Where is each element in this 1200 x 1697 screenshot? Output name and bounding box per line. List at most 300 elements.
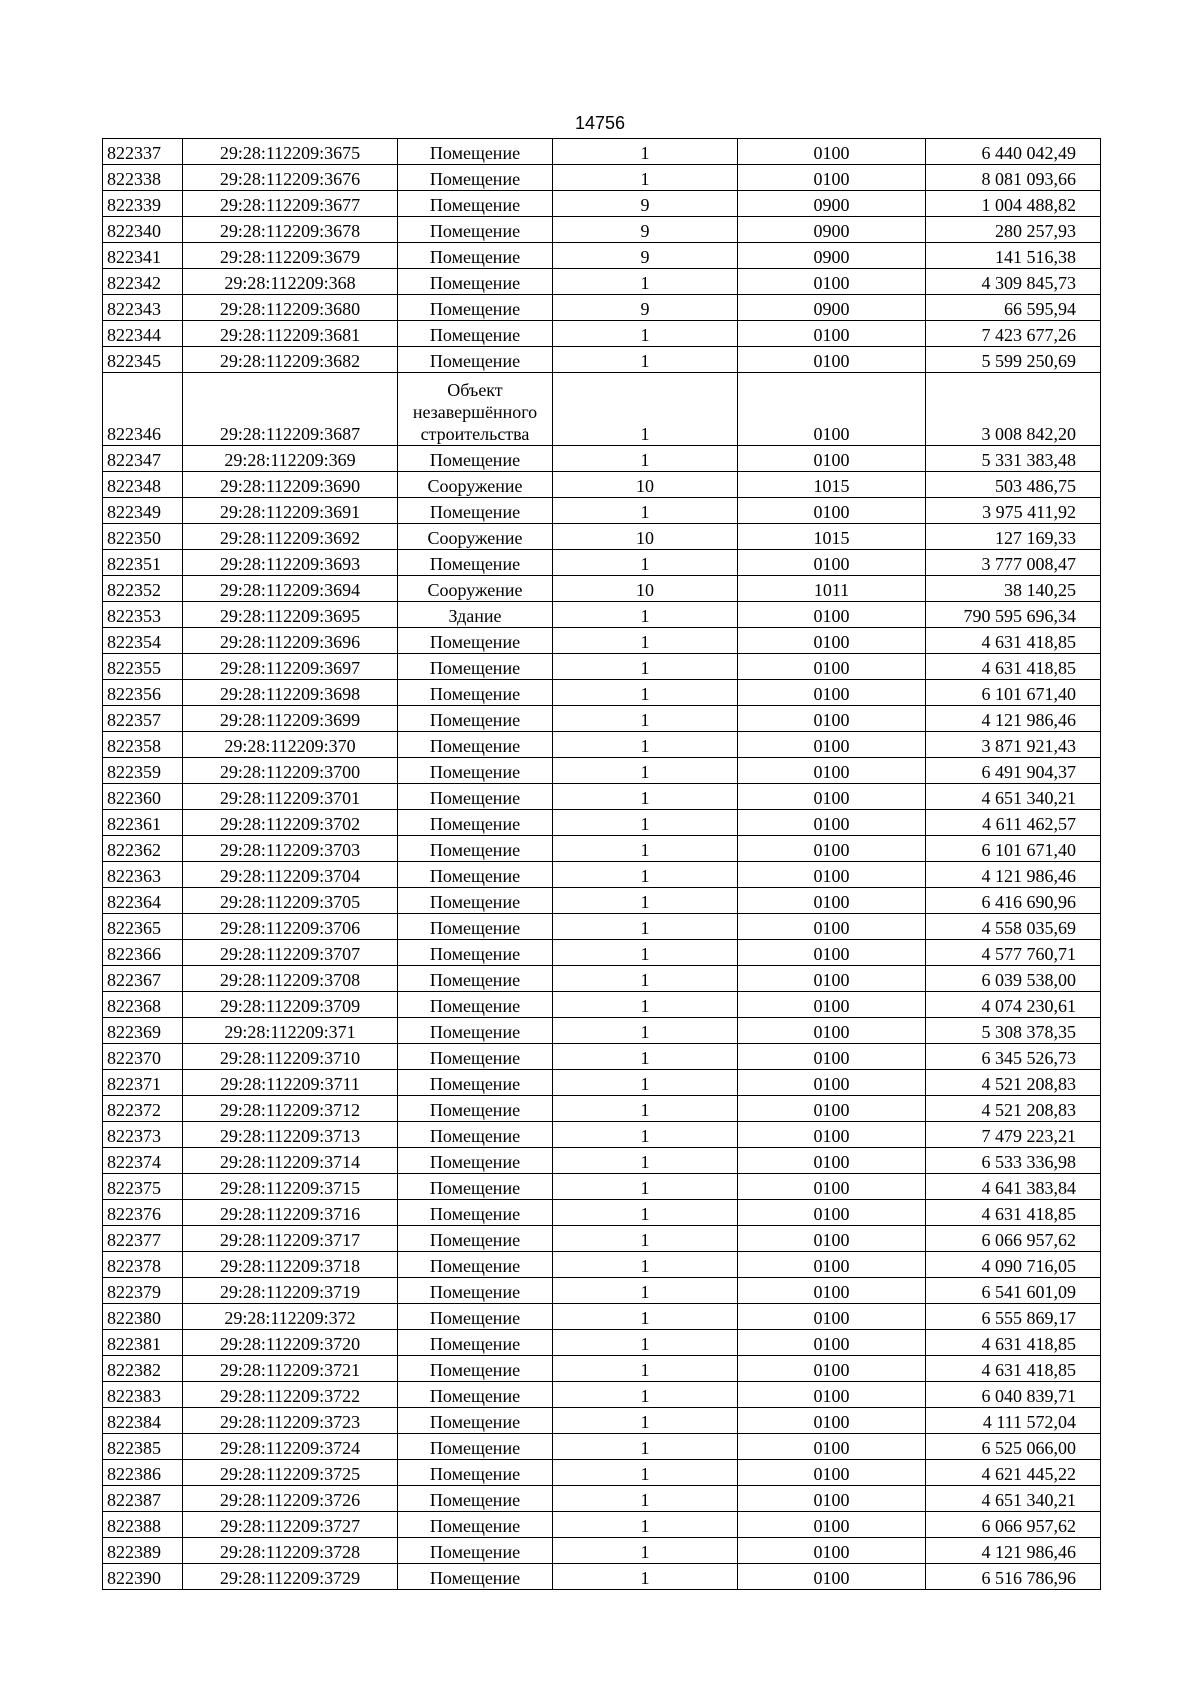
cadastral-value-cell: 6 491 904,37	[926, 758, 1101, 784]
cadastral-number-cell: 29:28:112209:3677	[183, 191, 398, 217]
row-number-cell: 822371	[103, 1070, 183, 1096]
row-number-cell: 822347	[103, 446, 183, 472]
group-cell: 1	[553, 347, 738, 373]
object-type-cell: Помещение	[398, 1460, 553, 1486]
row-number-cell: 822360	[103, 784, 183, 810]
code-cell: 0100	[738, 914, 926, 940]
table-row	[103, 1434, 1101, 1460]
object-type-cell: Помещение	[398, 992, 553, 1018]
cadastral-number-cell: 29:28:112209:3675	[183, 139, 398, 165]
object-type-cell: Помещение	[398, 1408, 553, 1434]
table-row	[103, 1226, 1101, 1252]
cadastral-number-cell: 29:28:112209:3679	[183, 243, 398, 269]
cadastral-value-cell: 6 555 869,17	[926, 1304, 1101, 1330]
object-type-cell: Помещение	[398, 914, 553, 940]
registry-table-body	[103, 139, 1101, 1590]
code-cell: 0100	[738, 1200, 926, 1226]
code-cell: 0100	[738, 1356, 926, 1382]
group-cell: 1	[553, 1252, 738, 1278]
table-row	[103, 295, 1101, 321]
cadastral-value-cell: 4 631 418,85	[926, 654, 1101, 680]
code-cell: 0100	[738, 1538, 926, 1564]
row-number-cell: 822345	[103, 347, 183, 373]
code-cell: 0100	[738, 732, 926, 758]
object-type-cell: Помещение	[398, 810, 553, 836]
code-cell: 0100	[738, 1096, 926, 1122]
cadastral-value-cell: 4 074 230,61	[926, 992, 1101, 1018]
row-number-cell: 822375	[103, 1174, 183, 1200]
cadastral-number-cell: 29:28:112209:3690	[183, 472, 398, 498]
object-type-cell: Помещение	[398, 1226, 553, 1252]
object-type-cell: Помещение	[398, 1096, 553, 1122]
cadastral-number-cell: 29:28:112209:3726	[183, 1486, 398, 1512]
cadastral-number-cell: 29:28:112209:3714	[183, 1148, 398, 1174]
cadastral-value-cell: 4 651 340,21	[926, 1486, 1101, 1512]
object-type-cell: Помещение	[398, 217, 553, 243]
row-number-cell: 822349	[103, 498, 183, 524]
object-type-cell: Помещение	[398, 1512, 553, 1538]
object-type-cell: Помещение	[398, 1122, 553, 1148]
cadastral-value-cell: 4 521 208,83	[926, 1070, 1101, 1096]
row-number-cell: 822348	[103, 472, 183, 498]
object-type-cell: Помещение	[398, 628, 553, 654]
code-cell: 0100	[738, 321, 926, 347]
object-type-cell: Помещение	[398, 498, 553, 524]
code-cell: 1015	[738, 524, 926, 550]
code-cell: 0100	[738, 680, 926, 706]
cadastral-number-cell: 29:28:112209:3701	[183, 784, 398, 810]
cadastral-value-cell: 3 975 411,92	[926, 498, 1101, 524]
code-cell: 0100	[738, 706, 926, 732]
group-cell: 9	[553, 295, 738, 321]
table-row	[103, 1330, 1101, 1356]
code-cell: 0100	[738, 758, 926, 784]
table-row	[103, 940, 1101, 966]
cadastral-value-cell: 4 631 418,85	[926, 1356, 1101, 1382]
object-type-cell: Помещение	[398, 1148, 553, 1174]
object-type-cell: Помещение	[398, 446, 553, 472]
cadastral-number-cell: 29:28:112209:3700	[183, 758, 398, 784]
code-cell: 0100	[738, 165, 926, 191]
code-cell: 0900	[738, 243, 926, 269]
object-type-cell: Помещение	[398, 940, 553, 966]
row-number-cell: 822366	[103, 940, 183, 966]
code-cell: 0100	[738, 1512, 926, 1538]
cadastral-value-cell: 6 416 690,96	[926, 888, 1101, 914]
cadastral-number-cell: 29:28:112209:3722	[183, 1382, 398, 1408]
row-number-cell: 822359	[103, 758, 183, 784]
row-number-cell: 822367	[103, 966, 183, 992]
row-number-cell: 822370	[103, 1044, 183, 1070]
cadastral-value-cell: 5 599 250,69	[926, 347, 1101, 373]
table-row	[103, 1096, 1101, 1122]
cadastral-value-cell: 4 558 035,69	[926, 914, 1101, 940]
cadastral-number-cell: 29:28:112209:3727	[183, 1512, 398, 1538]
cadastral-value-cell: 38 140,25	[926, 576, 1101, 602]
table-row	[103, 680, 1101, 706]
cadastral-number-cell: 29:28:112209:3720	[183, 1330, 398, 1356]
code-cell: 0900	[738, 217, 926, 243]
object-type-cell: Помещение	[398, 295, 553, 321]
table-row	[103, 862, 1101, 888]
row-number-cell: 822384	[103, 1408, 183, 1434]
row-number-cell: 822362	[103, 836, 183, 862]
table-row	[103, 243, 1101, 269]
table-row	[103, 1382, 1101, 1408]
cadastral-value-cell: 4 309 845,73	[926, 269, 1101, 295]
cadastral-number-cell: 29:28:112209:3716	[183, 1200, 398, 1226]
object-type-cell: Помещение	[398, 1252, 553, 1278]
cadastral-number-cell: 29:28:112209:3698	[183, 680, 398, 706]
table-row	[103, 472, 1101, 498]
row-number-cell: 822363	[103, 862, 183, 888]
group-cell: 1	[553, 373, 738, 446]
cadastral-number-cell: 29:28:112209:3717	[183, 1226, 398, 1252]
code-cell: 0100	[738, 1564, 926, 1590]
cadastral-value-cell: 6 525 066,00	[926, 1434, 1101, 1460]
row-number-cell: 822353	[103, 602, 183, 628]
group-cell: 9	[553, 191, 738, 217]
group-cell: 1	[553, 1382, 738, 1408]
cadastral-number-cell: 29:28:112209:369	[183, 446, 398, 472]
group-cell: 1	[553, 165, 738, 191]
table-row	[103, 347, 1101, 373]
row-number-cell: 822337	[103, 139, 183, 165]
group-cell: 1	[553, 862, 738, 888]
cadastral-value-cell: 4 621 445,22	[926, 1460, 1101, 1486]
row-number-cell: 822383	[103, 1382, 183, 1408]
group-cell: 1	[553, 1226, 738, 1252]
table-row	[103, 1278, 1101, 1304]
code-cell: 0100	[738, 1044, 926, 1070]
group-cell: 1	[553, 914, 738, 940]
row-number-cell: 822386	[103, 1460, 183, 1486]
object-type-cell: Помещение	[398, 139, 553, 165]
row-number-cell: 822379	[103, 1278, 183, 1304]
cadastral-number-cell: 29:28:112209:3711	[183, 1070, 398, 1096]
group-cell: 1	[553, 628, 738, 654]
cadastral-number-cell: 29:28:112209:3715	[183, 1174, 398, 1200]
object-type-cell: Помещение	[398, 680, 553, 706]
cadastral-value-cell: 4 121 986,46	[926, 706, 1101, 732]
cadastral-value-cell: 7 423 677,26	[926, 321, 1101, 347]
cadastral-number-cell: 29:28:112209:3692	[183, 524, 398, 550]
cadastral-value-cell: 4 631 418,85	[926, 1200, 1101, 1226]
row-number-cell: 822339	[103, 191, 183, 217]
group-cell: 1	[553, 966, 738, 992]
row-number-cell: 822357	[103, 706, 183, 732]
row-number-cell: 822341	[103, 243, 183, 269]
cadastral-value-cell: 4 641 383,84	[926, 1174, 1101, 1200]
object-type-cell: Помещение	[398, 1356, 553, 1382]
cadastral-number-cell: 29:28:112209:3705	[183, 888, 398, 914]
row-number-cell: 822365	[103, 914, 183, 940]
code-cell: 0100	[738, 550, 926, 576]
row-number-cell: 822338	[103, 165, 183, 191]
cadastral-number-cell: 29:28:112209:3691	[183, 498, 398, 524]
code-cell: 1015	[738, 472, 926, 498]
code-cell: 0100	[738, 1122, 926, 1148]
table-row	[103, 1174, 1101, 1200]
object-type-cell: Помещение	[398, 732, 553, 758]
table-row	[103, 758, 1101, 784]
code-cell: 0100	[738, 1148, 926, 1174]
table-row	[103, 1460, 1101, 1486]
cadastral-number-cell: 29:28:112209:3721	[183, 1356, 398, 1382]
code-cell: 0100	[738, 498, 926, 524]
code-cell: 0100	[738, 784, 926, 810]
object-type-cell: Помещение	[398, 1304, 553, 1330]
object-type-cell: Помещение	[398, 347, 553, 373]
group-cell: 1	[553, 1174, 738, 1200]
group-cell: 1	[553, 992, 738, 1018]
object-type-cell: Помещение	[398, 1564, 553, 1590]
group-cell: 1	[553, 732, 738, 758]
cadastral-value-cell: 6 516 786,96	[926, 1564, 1101, 1590]
table-row	[103, 1122, 1101, 1148]
cadastral-number-cell: 29:28:112209:3687	[183, 373, 398, 446]
object-type-cell: Помещение	[398, 1070, 553, 1096]
group-cell: 1	[553, 784, 738, 810]
code-cell: 0100	[738, 1174, 926, 1200]
cadastral-number-cell: 29:28:112209:3702	[183, 810, 398, 836]
object-type-cell: Помещение	[398, 1200, 553, 1226]
cadastral-number-cell: 29:28:112209:3712	[183, 1096, 398, 1122]
cadastral-number-cell: 29:28:112209:3682	[183, 347, 398, 373]
row-number-cell: 822390	[103, 1564, 183, 1590]
group-cell: 1	[553, 1200, 738, 1226]
group-cell: 1	[553, 1122, 738, 1148]
table-row	[103, 1148, 1101, 1174]
code-cell: 0100	[738, 654, 926, 680]
cadastral-value-cell: 280 257,93	[926, 217, 1101, 243]
cadastral-value-cell: 3 777 008,47	[926, 550, 1101, 576]
code-cell: 0100	[738, 810, 926, 836]
group-cell: 1	[553, 1564, 738, 1590]
cadastral-number-cell: 29:28:112209:3710	[183, 1044, 398, 1070]
row-number-cell: 822361	[103, 810, 183, 836]
group-cell: 1	[553, 1018, 738, 1044]
cadastral-value-cell: 4 611 462,57	[926, 810, 1101, 836]
cadastral-value-cell: 4 121 986,46	[926, 1538, 1101, 1564]
cadastral-number-cell: 29:28:112209:3678	[183, 217, 398, 243]
object-type-cell: Помещение	[398, 191, 553, 217]
group-cell: 1	[553, 1434, 738, 1460]
cadastral-value-cell: 3 008 842,20	[926, 373, 1101, 446]
row-number-cell: 822387	[103, 1486, 183, 1512]
code-cell: 0100	[738, 628, 926, 654]
cadastral-value-cell: 6 040 839,71	[926, 1382, 1101, 1408]
object-type-cell: Помещение	[398, 1538, 553, 1564]
cadastral-value-cell: 6 039 538,00	[926, 966, 1101, 992]
cadastral-number-cell: 29:28:112209:3723	[183, 1408, 398, 1434]
group-cell: 1	[553, 810, 738, 836]
group-cell: 1	[553, 706, 738, 732]
group-cell: 1	[553, 1356, 738, 1382]
table-row	[103, 498, 1101, 524]
object-type-cell: Помещение	[398, 862, 553, 888]
cadastral-number-cell: 29:28:112209:3729	[183, 1564, 398, 1590]
code-cell: 0100	[738, 1278, 926, 1304]
group-cell: 1	[553, 1096, 738, 1122]
cadastral-value-cell: 127 169,33	[926, 524, 1101, 550]
group-cell: 1	[553, 139, 738, 165]
group-cell: 1	[553, 1044, 738, 1070]
table-row	[103, 706, 1101, 732]
group-cell: 1	[553, 1486, 738, 1512]
cadastral-number-cell: 29:28:112209:3697	[183, 654, 398, 680]
table-row	[103, 1538, 1101, 1564]
table-row	[103, 269, 1101, 295]
group-cell: 1	[553, 1278, 738, 1304]
cadastral-value-cell: 5 331 383,48	[926, 446, 1101, 472]
row-number-cell: 822354	[103, 628, 183, 654]
object-type-cell: Помещение	[398, 1278, 553, 1304]
group-cell: 1	[553, 1512, 738, 1538]
code-cell: 0100	[738, 1252, 926, 1278]
group-cell: 1	[553, 940, 738, 966]
cadastral-number-cell: 29:28:112209:3719	[183, 1278, 398, 1304]
cadastral-value-cell: 7 479 223,21	[926, 1122, 1101, 1148]
code-cell: 0100	[738, 836, 926, 862]
group-cell: 9	[553, 243, 738, 269]
table-row	[103, 732, 1101, 758]
table-row	[103, 1408, 1101, 1434]
cadastral-number-cell: 29:28:112209:3725	[183, 1460, 398, 1486]
code-cell: 0100	[738, 1382, 926, 1408]
cadastral-value-cell: 790 595 696,34	[926, 602, 1101, 628]
row-number-cell: 822374	[103, 1148, 183, 1174]
cadastral-number-cell: 29:28:112209:371	[183, 1018, 398, 1044]
table-row	[103, 1252, 1101, 1278]
cadastral-number-cell: 29:28:112209:3707	[183, 940, 398, 966]
code-cell: 0100	[738, 888, 926, 914]
cadastral-number-cell: 29:28:112209:3704	[183, 862, 398, 888]
object-type-cell: Помещение	[398, 1382, 553, 1408]
object-type-cell: Помещение	[398, 888, 553, 914]
cadastral-value-cell: 66 595,94	[926, 295, 1101, 321]
table-row	[103, 1200, 1101, 1226]
group-cell: 1	[553, 1148, 738, 1174]
group-cell: 1	[553, 1408, 738, 1434]
group-cell: 1	[553, 758, 738, 784]
row-number-cell: 822340	[103, 217, 183, 243]
cadastral-number-cell: 29:28:112209:3696	[183, 628, 398, 654]
group-cell: 1	[553, 269, 738, 295]
object-type-cell: Помещение	[398, 1486, 553, 1512]
row-number-cell: 822378	[103, 1252, 183, 1278]
row-number-cell: 822343	[103, 295, 183, 321]
code-cell: 0100	[738, 1486, 926, 1512]
object-type-cell: Сооружение	[398, 472, 553, 498]
cadastral-value-cell: 4 111 572,04	[926, 1408, 1101, 1434]
cadastral-number-cell: 29:28:112209:372	[183, 1304, 398, 1330]
table-row	[103, 888, 1101, 914]
group-cell: 1	[553, 836, 738, 862]
group-cell: 1	[553, 1538, 738, 1564]
cadastral-value-cell: 4 121 986,46	[926, 862, 1101, 888]
group-cell: 1	[553, 1304, 738, 1330]
cadastral-value-cell: 4 631 418,85	[926, 628, 1101, 654]
cadastral-value-cell: 503 486,75	[926, 472, 1101, 498]
object-type-cell: Помещение	[398, 784, 553, 810]
code-cell: 0100	[738, 940, 926, 966]
table-row	[103, 810, 1101, 836]
table-row	[103, 524, 1101, 550]
row-number-cell: 822376	[103, 1200, 183, 1226]
table-row	[103, 191, 1101, 217]
table-row	[103, 628, 1101, 654]
group-cell: 1	[553, 1070, 738, 1096]
row-number-cell: 822389	[103, 1538, 183, 1564]
table-row	[103, 139, 1101, 165]
cadastral-number-cell: 29:28:112209:3709	[183, 992, 398, 1018]
cadastral-value-cell: 6 533 336,98	[926, 1148, 1101, 1174]
object-type-cell: Помещение	[398, 654, 553, 680]
row-number-cell: 822351	[103, 550, 183, 576]
group-cell: 1	[553, 550, 738, 576]
row-number-cell: 822364	[103, 888, 183, 914]
row-number-cell: 822356	[103, 680, 183, 706]
cadastral-number-cell: 29:28:112209:3694	[183, 576, 398, 602]
code-cell: 0100	[738, 1408, 926, 1434]
cadastral-value-cell: 4 090 716,05	[926, 1252, 1101, 1278]
group-cell: 1	[553, 446, 738, 472]
table-row	[103, 1512, 1101, 1538]
code-cell: 0900	[738, 191, 926, 217]
row-number-cell: 822373	[103, 1122, 183, 1148]
cadastral-value-cell: 6 101 671,40	[926, 680, 1101, 706]
row-number-cell: 822355	[103, 654, 183, 680]
table-row	[103, 321, 1101, 347]
cadastral-number-cell: 29:28:112209:3708	[183, 966, 398, 992]
table-row	[103, 576, 1101, 602]
table-row	[103, 165, 1101, 191]
group-cell: 9	[553, 217, 738, 243]
code-cell: 0100	[738, 992, 926, 1018]
code-cell: 0900	[738, 295, 926, 321]
cadastral-number-cell: 29:28:112209:3703	[183, 836, 398, 862]
table-row	[103, 784, 1101, 810]
cadastral-value-cell: 3 871 921,43	[926, 732, 1101, 758]
code-cell: 0100	[738, 1330, 926, 1356]
cadastral-value-cell: 6 440 042,49	[926, 139, 1101, 165]
object-type-cell: Сооружение	[398, 576, 553, 602]
object-type-cell: Помещение	[398, 165, 553, 191]
group-cell: 10	[553, 472, 738, 498]
cadastral-value-cell: 6 066 957,62	[926, 1512, 1101, 1538]
cadastral-value-cell: 6 066 957,62	[926, 1226, 1101, 1252]
object-type-cell: Помещение	[398, 1044, 553, 1070]
group-cell: 1	[553, 602, 738, 628]
cadastral-value-cell: 1 004 488,82	[926, 191, 1101, 217]
row-number-cell: 822352	[103, 576, 183, 602]
cadastral-number-cell: 29:28:112209:3695	[183, 602, 398, 628]
cadastral-value-cell: 8 081 093,66	[926, 165, 1101, 191]
table-row	[103, 602, 1101, 628]
cadastral-number-cell: 29:28:112209:368	[183, 269, 398, 295]
object-type-cell: Помещение	[398, 706, 553, 732]
object-type-cell: Помещение	[398, 1018, 553, 1044]
row-number-cell: 822344	[103, 321, 183, 347]
object-type-cell: Помещение	[398, 758, 553, 784]
code-cell: 0100	[738, 602, 926, 628]
group-cell: 1	[553, 498, 738, 524]
code-cell: 0100	[738, 1070, 926, 1096]
object-type-cell: Помещение	[398, 269, 553, 295]
table-row	[103, 654, 1101, 680]
cadastral-number-cell: 29:28:112209:3676	[183, 165, 398, 191]
